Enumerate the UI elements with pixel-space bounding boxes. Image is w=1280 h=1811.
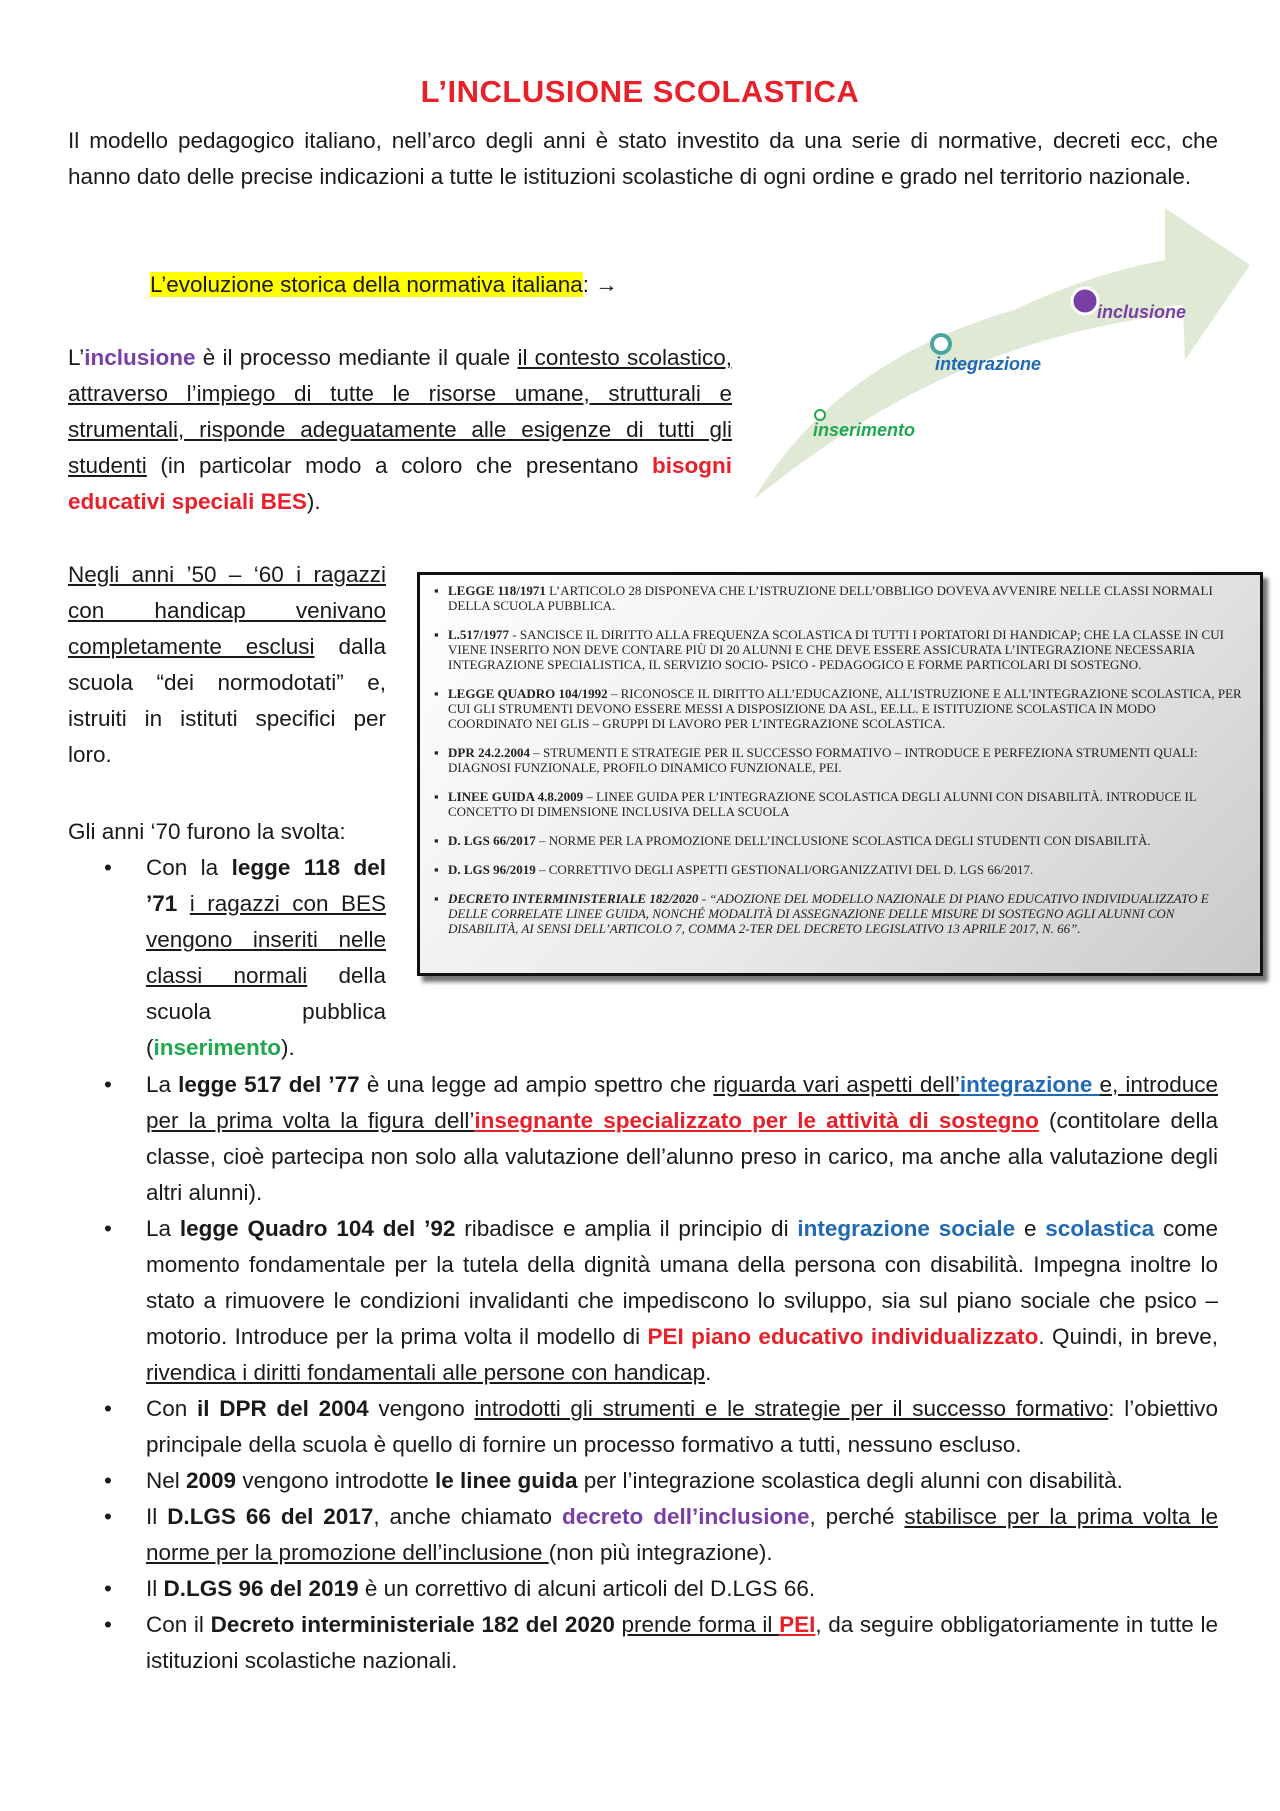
list-item: • Con il Decreto interministeriale 182 del 2020 prende forma il PEI, da seguire obbligatoriamente in tutte le istituzioni scolastiche nazionali. <box>104 1612 1218 1673</box>
laws-list <box>434 583 1242 936</box>
law-item: ▪ LINEE GUIDA 4.8.2009 – LINEE GUIDA PER L’INTEGRAZIONE SCOLASTICA DEGLI ALUNNI CON DISABILITÀ. INTRODUCE IL CONCETTO DI DIMENSIONE INCLUSIVA DELLA SCUOLA <box>434 789 1197 819</box>
list-item: • Il D.LGS 96 del 2019 è un correttivo di alcuni articoli del D.LGS 66. <box>104 1576 816 1601</box>
law-item: ▪ D. LGS 66/2017 – NORME PER LA PROMOZIONE DELL’INCLUSIONE SCOLASTICA DEGLI STUDENTI CON DISABILITÀ. <box>434 833 1151 848</box>
label-integrazione: integrazione <box>935 354 1042 374</box>
evolution-arrow: : → <box>582 272 618 297</box>
inserimento-dot <box>815 410 825 420</box>
law-item: ▪ DECRETO INTERMINISTERIALE 182/2020 - “ADOZIONE DEL MODELLO NAZIONALE DI PIANO EDUCATIVO INDIVIDUALIZZATO E DELLE CORRELATE LINEE GUIDA, NONCHÉ MODALITÀ DI ASSEGNAZIONE DELLE MISURE DI SOSTEGNO AGLI ALUNNI CON DISABILITÀ, AI SENSI DELL’ARTICOLO 7, COMMA 2-TER DEL DECRETO LEGISLATIVO 13 APRILE 2017, N. 66”. <box>434 891 1209 936</box>
keyword-bes: bisogni educativi speciali BES <box>68 453 732 514</box>
anni-70-heading: Gli anni ‘70 furono la svolta: <box>68 819 346 844</box>
list-item: • Con il DPR del 2004 vengono introdotti gli strumenti e le strategie per il successo formativo: l’obiettivo principale della scuola è quello di fornire un processo formativo a tutti, nessuno escluso. <box>104 1396 1219 1457</box>
laws-summary-box <box>417 572 1263 976</box>
evolution-diagram <box>745 200 1265 520</box>
law-item: ▪ L.517/1977 - SANCISCE IL DIRITTO ALLA FREQUENZA SCOLASTICA DI TUTTI I PORTATORI DI HANDICAP; CHE LA CLASSE IN CUI VIENE INSERITO NON DEVE CONTARE PIÙ DI 20 ALUNNI E CHE DEVE ESSERE ASSICURATA L’INTEGRAZIONE NECESSARIA INTEGRAZIONE SPECIALISTICA, IL SERVIZIO SOCIO- PSICO - PEDAGOGICO E FORME PARTICOLARI DI SOSTEGNO. <box>434 627 1224 672</box>
anni-50-paragraph: Negli anni ’50 – ‘60 i ragazzi con handicap venivano completamente esclusi dalla scuola “dei normodotati” e, istruiti in istituti specifici per loro. <box>68 562 386 767</box>
label-inserimento: inserimento <box>813 420 916 440</box>
law-item: ▪ DPR 24.2.2004 – STRUMENTI E STRATEGIE PER IL SUCCESSO FORMATIVO – INTRODUCE E PERFEZIONA STRUMENTI QUALI: DIAGNOSI FUNZIONALE, PROFILO DINAMICO FUNZIONALE, PEI. <box>434 745 1198 775</box>
list-item: • Nel 2009 vengono introdotte le linee guida per l’integrazione scolastica degli alunni con disabilità. <box>104 1468 1123 1493</box>
list-item: • Con la legge 118 del ’71 i ragazzi con BES vengono inseriti nelle classi normali della scuola pubblica (inserimento). <box>104 855 386 1060</box>
list-item: • Il D.LGS 66 del 2017, anche chiamato decreto dell’inclusione, perché stabilisce per la prima volta le norme per la promozione dell’inclusione (non più integrazione). <box>104 1504 1218 1565</box>
evolution-line <box>150 267 618 303</box>
page-title: L’INCLUSIONE SCOLASTICA <box>420 74 860 109</box>
bullet-list <box>68 1067 1218 1679</box>
intro-paragraph: Il modello pedagogico italiano, nell’arco degli anni è stato investito da una serie di normative, decreti ecc, che hanno dato delle precise indicazioni a tutte le istituzioni scolastiche di ogni ordine e grado nel territorio nazionale. <box>68 128 1218 189</box>
keyword-inclusione: inclusione <box>84 345 196 370</box>
evolution-highlight: L’evoluzione storica della normativa italiana <box>150 272 583 297</box>
integrazione-dot <box>932 335 950 353</box>
inclusion-definition: L’inclusione è il processo mediante il quale il contesto scolastico, attraverso l’impiego di tutte le risorse umane, strutturali e strumentali, risponde adeguatamente alle esigenze di tutti gli studenti (in particolar modo a coloro che presentano bisogni educativi speciali BES). <box>68 345 732 514</box>
list-item: • La legge 517 del ’77 è una legge ad ampio spettro che riguarda vari aspetti dell’integrazione e, introduce per la prima volta la figura dell’insegnante specializzato per le attività di sostegno (contitolare della classe, cioè partecipa non solo alla valutazione dell’alunno preso in carico, ma anche alla valutazione degli altri alunni). <box>104 1072 1218 1205</box>
first-bullet-list <box>68 850 386 1066</box>
law-item: ▪ LEGGE 118/1971 L’ARTICOLO 28 DISPONEVA CHE L’ISTRUZIONE DELL’OBBLIGO DOVEVA AVVENIRE NELLE CLASSI NORMALI DELLA SCUOLA PUBBLICA. <box>434 583 1213 613</box>
label-inclusione: inclusione <box>1097 302 1187 322</box>
law-item: ▪ D. LGS 96/2019 – CORRETTIVO DEGLI ASPETTI GESTIONALI/ORGANIZZATIVI DEL D. LGS 66/2017. <box>434 862 1034 877</box>
inclusione-dot <box>1072 288 1098 314</box>
list-item: • La legge Quadro 104 del ’92 ribadisce e amplia il principio di integrazione sociale e scolastica come momento fondamentale per la tutela della dignità umana della persona con disabilità. Impegna inoltre lo stato a rimuovere le condizioni invalidanti che impediscono lo sviluppo, sia sul piano sociale che psico – motorio. Introduce per la prima volta il modello di PEI piano educativo individualizzato. Quindi, in breve, rivendica i diritti fondamentali alle persone con handicap. <box>104 1216 1219 1385</box>
law-item: ▪ LEGGE QUADRO 104/1992 – RICONOSCE IL DIRITTO ALL’EDUCAZIONE, ALL’ISTRUZIONE E ALL’INTEGRAZIONE SCOLASTICA, PER CUI GLI STRUMENTI DEVONO ESSERE MESSI A DISPOSIZIONE DA ASL, EE.LL. E ISTITUZIONE SCOLASTICA IN MODO COORDINATO NEI GLIS – GRUPPI DI LAVORO PER L’INTEGRAZIONE SCOLASTICA. <box>434 686 1242 731</box>
